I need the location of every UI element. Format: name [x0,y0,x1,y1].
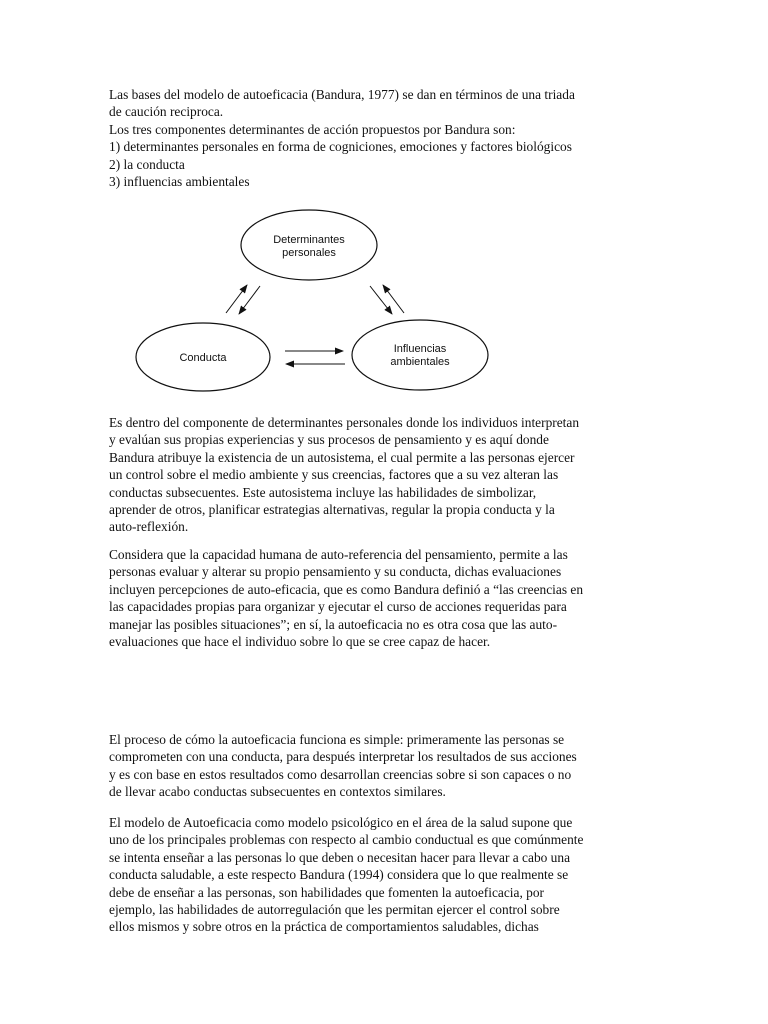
text-line: aprender de otros, planificar estrategias alternativas, regular la propia conducta y la [109,501,555,517]
text-line: se intenta enseñar a las personas lo que deben o necesitan hacer para llevar a cabo una [109,849,571,865]
text-line: de llevar acabo conductas subsecuentes en contextos similares. [109,784,446,800]
text-line: de caución reciproca. [109,104,224,120]
text-line: las capacidades propias para organizar y ejecutar el curso de acciones requeridas para [109,599,567,615]
text-line: y evalúan sus propias experiencias y sus procesos de pensamiento y es aquí donde [109,432,549,448]
node-label-top-line2: personales [282,247,336,259]
text-line: Los tres componentes determinantes de acción propuestos por Bandura son: [109,121,516,137]
text-line: y es con base en estos resultados como desarrollan creencias sobre si son capaces o no [109,766,572,782]
list-item: 1) determinantes personales en forma de cogniciones, emociones y factores biológicos [109,139,572,155]
text-line: Es dentro del componente de determinantes personales donde los individuos interpretan [109,415,580,430]
text-line: El proceso de cómo la autoeficacia funciona es simple: primeramente las personas se [109,732,565,747]
text-line: ellos mismos y sobre otros en la práctica de comportamientos saludables, dichas [109,919,539,935]
arrow-conducta-to-personales [226,285,247,313]
triad-diagram [0,0,768,410]
text-line: evaluaciones que hace el individuo sobre lo que se cree capaz de hacer. [109,633,491,649]
text-line: personas evaluar y alterar su propio pensamiento y su conducta, dichas evaluaciones [109,564,562,580]
arrow-personales-to-influencias [370,286,392,314]
text-line: conducta saludable, a este respecto Bandura (1994) considera que lo que realmente se [109,867,569,883]
text-line: El modelo de Autoeficacia como modelo psicológico en el área de la salud supone que [109,815,573,830]
arrow-influencias-to-personales [383,285,404,313]
list-item: 3) influencias ambientales [109,173,250,189]
arrow-personales-to-conducta [239,286,260,314]
text-line: un control sobre el medio ambiente y sus creencias, factores que a su vez alteran las [109,467,559,483]
node-label-top-line1: Determinantes [273,234,345,246]
paragraph-proceso [109,731,669,801]
text-line: ejemplo, las habilidades de autorregulación que les permitan ejercer el control sobre [109,901,560,917]
text-line: manejar las posibles situaciones”; en sí, la autoeficacia no es otra cosa que las auto- [109,616,558,632]
list-item: 2) la conducta [109,156,185,172]
node-influencias-ambientales [352,320,488,390]
text-line: Bandura atribuye la existencia de un autosistema, el cual permite a las personas ejercer [109,449,575,465]
text-line: Considera que la capacidad humana de auto-referencia del pensamiento, permite a las [109,547,568,562]
text-line: incluyen percepciones de auto-eficacia, que es como Bandura definió a “las creencias en [109,581,584,597]
text-line: uno de los principales problemas con respecto al cambio conductual es que comúnmente [109,832,584,848]
node-label-right-line2: ambientales [390,356,450,368]
paragraph-modelo-salud [109,814,669,936]
paragraph-auto-referencia [109,546,669,650]
paragraph-autosistema [109,414,669,536]
text-line: comprometen con una conducta, para después interpretar los resultados de sus acciones [109,749,577,765]
text-line: debe de enseñar a las personas, son habilidades que fomenten la autoeficacia, por [109,884,545,900]
text-line: auto-reflexión. [109,519,189,535]
node-label-right-line1: Influencias [393,343,447,355]
node-label-left: Conducta [179,352,227,364]
text-line: Las bases del modelo de autoeficacia (Bandura, 1977) se dan en términos de una triada [109,87,575,102]
text-line: conductas subsecuentes. Este autosistema incluye las habilidades de simbolizar, [109,484,537,500]
